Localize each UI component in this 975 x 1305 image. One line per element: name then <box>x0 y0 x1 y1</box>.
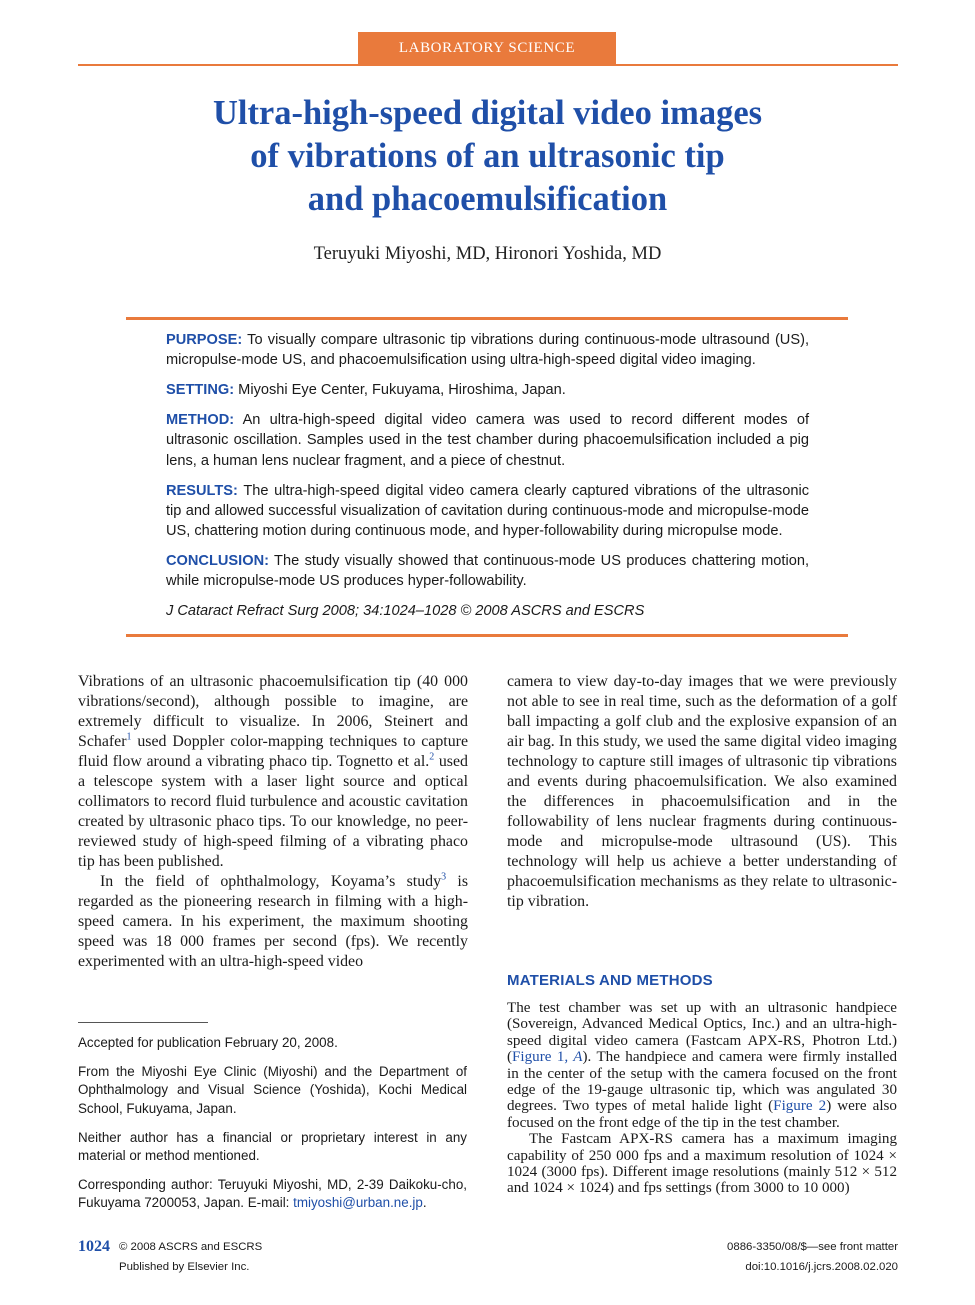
footnotes <box>78 1034 467 1224</box>
section-tag: LABORATORY SCIENCE <box>358 32 616 64</box>
header-rule <box>78 64 898 66</box>
reference-link-3[interactable]: 3 <box>441 871 447 883</box>
method-label: METHOD: <box>166 412 235 429</box>
author-list: Teruyuki Miyoshi, MD, Hironori Yoshida, MD <box>313 244 662 264</box>
title-line-3: and phacoemulsification <box>307 180 668 218</box>
doi-line[interactable]: doi:10.1016/j.jcrs.2008.02.020 <box>745 1261 898 1273</box>
text-run: The test chamber was set up with an ultrasonic handpiece (Sovereign, Advanced Medical Optics, Inc.) and an ultra-high-speed digital video camera (Fastcam APX-RS, Photron Ltd.) ( <box>507 1000 897 1066</box>
section-heading-materials-methods: MATERIALS AND METHODS <box>507 972 713 989</box>
text-run: used Doppler color-mapping techniques to capture fluid flow around a vibrating phaco tip. Tognetto et al. <box>78 733 468 770</box>
materials-methods-text <box>507 1000 897 1197</box>
footnote-rule <box>78 1022 208 1023</box>
methods-paragraph-1 <box>507 1000 897 1131</box>
footnote-corresponding <box>78 1176 467 1212</box>
purpose-text: To visually compare ultrasonic tip vibrations during continuous-mode ultrasound (US), micropulse-mode US, and phacoemulsification using ultra-high-speed digital video imaging. <box>166 332 809 369</box>
intro-paragraph-continued: camera to view day-to-day images that we were previously not able to see in real time, such as the deformation of a golf ball impacting a golf club and the explosive expansion of an air bag. In this study, we used the same digital video imaging technology to capture still images of ultrasonic tip vibrations and events during phacoemulsification. We also examined the differences in phacoemulsification and in the followability of lens nuclear fragments during continuous-mode and micropulse-mode ultrasound (US). This technology will help us achieve a better understanding of phacoemulsification mechanisms as they relate to ultrasonic-tip vibration. <box>507 673 897 910</box>
setting-text: Miyoshi Eye Center, Fukuyama, Hiroshima, Japan. <box>234 382 566 399</box>
figure-2-link[interactable]: Figure 2 <box>773 1098 827 1115</box>
publisher-line: Published by Elsevier Inc. <box>119 1261 250 1273</box>
text-run: . <box>422 1195 427 1211</box>
figure-1-link[interactable]: Figure 1 <box>512 1049 565 1066</box>
text-run: Corresponding author: Teruyuki Miyoshi, MD, 2-39 Daikoku-cho, Fukuyama 7200053, Japan. E-mail: <box>78 1177 467 1211</box>
abstract-conclusion <box>166 551 809 591</box>
abstract-purpose <box>166 330 809 370</box>
text-run: ). The handpiece and camera were firmly installed in the center of the setup with the camera focused on the front edge of the 19-gauge ultrasonic tip, which was angulated 30 degrees. Two types of metal halide light ( <box>507 1049 898 1115</box>
title-line-1: Ultra-high-speed digital video images <box>212 94 763 132</box>
reference-link-1[interactable]: 1 <box>126 731 132 743</box>
abstract-rule-top <box>126 317 848 320</box>
body-column-left <box>78 672 468 972</box>
footnote-affiliation: From the Miyoshi Eye Clinic (Miyoshi) and the Department of Ophthalmology and Visual Science (Yoshida), Kochi Medical School, Fukuyama, Japan. <box>78 1064 467 1116</box>
reference-link-2[interactable]: 2 <box>429 751 435 763</box>
intro-paragraph-2 <box>78 872 468 972</box>
footnote-accepted: Accepted for publication February 20, 2008. <box>78 1035 338 1050</box>
copyright-notice: © 2008 ASCRS and ESCRS <box>119 1241 263 1253</box>
page-number: 1024 <box>78 1238 110 1255</box>
conclusion-text: The study visually showed that continuous-mode US produces chattering motion, while micropulse-mode US produces hyper-followability. <box>166 553 809 590</box>
abstract-method <box>166 410 809 471</box>
text-run: In the field of ophthalmology, Koyama’s study <box>100 873 442 890</box>
journal-citation: J Cataract Refract Surg 2008; 34:1024–1028 © 2008 ASCRS and ESCRS <box>166 603 645 620</box>
abstract-setting <box>166 380 809 400</box>
text-run: used a telescope system with a laser light source and optical collimators to record fluid turbulence and acoustic cavitation created by ultrasonic phaco tips. To our knowledge, no peer-reviewed study of high-speed filming of a vibrating phaco tip has been published. <box>78 753 468 870</box>
abstract-rule-bottom <box>126 634 848 637</box>
methods-paragraph-2: The Fastcam APX-RS camera has a maximum imaging capability of 250 000 fps and a maximum resolution of 1024 × 1024 (3000 fps). Different image resolutions (mainly 512 × 512 and 1024 × 1024) and fps settings (from 3000 to 10 000) <box>507 1131 897 1197</box>
abstract <box>166 330 809 631</box>
purpose-label: PURPOSE: <box>166 332 243 348</box>
footnote-disclosure: Neither author has a financial or proprietary interest in any material or method mentioned. <box>78 1129 467 1164</box>
title-line-2: of vibrations of an ultrasonic tip <box>250 137 725 175</box>
conclusion-label: CONCLUSION: <box>166 553 269 570</box>
method-text: An ultra-high-speed digital video camera was used to record different modes of ultrasonic oscillation. Samples used in the test chamber during phacoemulsification included a pig lens, a human lens nuclear fragment, and a piece of chestnut. <box>166 412 809 469</box>
issn-line: 0886-3350/08/$—see front matter <box>727 1241 898 1253</box>
results-label: RESULTS: <box>166 482 238 499</box>
text-run: is regarded as the pioneering research in filming with a high-speed camera. In his experiment, the maximum shooting speed was 18 000 frames per second (fps). We recently experimented with an ultra-high-speed video <box>78 873 468 970</box>
results-text: The ultra-high-speed digital video camera clearly captured vibrations of the ultrasonic tip and allowed successful visualization of cavitation during continuous-mode and micropulse-mode US, chattering motion during continuous mode, and hyper-followability during micropulse mode. <box>166 482 809 540</box>
text-run: ) were also focused on the front edge of the tip in the test chamber. <box>507 1098 897 1131</box>
text-run: Vibrations of an ultrasonic phacoemulsification tip (40 000 vibrations/second), although possible to imagine, are extremely difficult to visualize. In 2006, Steinert and Schafer <box>78 673 468 750</box>
abstract-results <box>166 481 809 542</box>
figure-1-panel-link[interactable]: , A <box>564 1049 583 1066</box>
intro-paragraph-1 <box>78 672 468 872</box>
body-column-right <box>507 672 897 912</box>
article-title <box>120 92 855 221</box>
author-email-link[interactable]: tmiyoshi@urban.ne.jp <box>293 1195 423 1211</box>
setting-label: SETTING: <box>166 382 235 399</box>
